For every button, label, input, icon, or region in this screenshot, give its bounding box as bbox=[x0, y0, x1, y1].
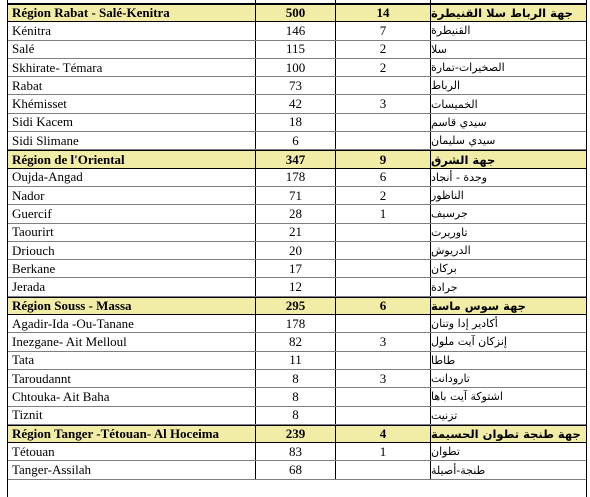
province-name: Skhirate- Témara bbox=[8, 59, 256, 76]
province-name-arabic: اشتوكة آيت باها bbox=[431, 390, 503, 404]
province-name-arabic: طنجة-أصيلة bbox=[431, 463, 486, 477]
region-name-arabic: جهة الشرق bbox=[431, 152, 496, 167]
province-total: 8 bbox=[256, 388, 336, 405]
region-total: 500 bbox=[256, 5, 336, 21]
table-row bbox=[8, 315, 586, 333]
region-count: 14 bbox=[336, 5, 431, 21]
province-name-arabic: جرادة bbox=[431, 280, 458, 294]
province-count: 6 bbox=[336, 169, 431, 186]
province-total: 17 bbox=[256, 260, 336, 277]
region-name-arabic: جهة سوس ماسة bbox=[431, 298, 526, 313]
province-total: 82 bbox=[256, 333, 336, 350]
province-name: Salé bbox=[8, 41, 256, 58]
region-name: Région de l'Oriental bbox=[8, 151, 256, 167]
table-row bbox=[8, 224, 586, 242]
province-count: 3 bbox=[336, 95, 431, 112]
table-row bbox=[8, 95, 586, 113]
province-name-arabic: الدريوش bbox=[431, 244, 471, 257]
province-name: Agadir-Ida -Ou-Tanane bbox=[8, 315, 256, 332]
province-total: 6 bbox=[256, 132, 336, 149]
province-count bbox=[336, 242, 431, 259]
province-name-arabic: بركان bbox=[431, 262, 457, 276]
province-total: 12 bbox=[256, 278, 336, 295]
province-count bbox=[336, 224, 431, 241]
province-total: 42 bbox=[256, 95, 336, 112]
table-row bbox=[8, 132, 586, 150]
province-count bbox=[336, 278, 431, 295]
region-total: 239 bbox=[256, 426, 336, 442]
region-header-row bbox=[8, 4, 586, 22]
province-total: 178 bbox=[256, 315, 336, 332]
province-count: 2 bbox=[336, 59, 431, 76]
province-name: Berkane bbox=[8, 260, 256, 277]
province-name: Taroudannt bbox=[8, 370, 256, 387]
province-count bbox=[336, 132, 431, 149]
table-row bbox=[8, 187, 586, 205]
region-name: Région Rabat - Salé-Kenitra bbox=[8, 5, 256, 21]
province-name-arabic: الصخيرات-تمارة bbox=[431, 61, 505, 75]
province-name: Tanger-Assilah bbox=[8, 461, 256, 478]
table-body bbox=[8, 4, 586, 480]
table-row bbox=[8, 77, 586, 95]
table-row bbox=[8, 278, 586, 296]
province-count: 3 bbox=[336, 333, 431, 350]
province-count: 1 bbox=[336, 443, 431, 460]
table-row bbox=[8, 59, 586, 77]
table-row bbox=[8, 443, 586, 461]
province-count: 1 bbox=[336, 205, 431, 222]
region-count: 4 bbox=[336, 426, 431, 442]
province-count bbox=[336, 407, 431, 424]
region-count: 6 bbox=[336, 298, 431, 314]
province-count: 2 bbox=[336, 41, 431, 58]
province-name: Nador bbox=[8, 187, 256, 204]
table-row bbox=[8, 260, 586, 278]
region-name: Région Tanger -Tétouan- Al Hoceima bbox=[8, 426, 256, 442]
province-name-arabic: سيدي سليمان bbox=[431, 134, 496, 148]
province-name-arabic: القنيطرة bbox=[431, 24, 471, 38]
province-name-arabic: تارودانت bbox=[431, 372, 470, 386]
region-name: Région Souss - Massa bbox=[8, 298, 256, 314]
region-header-row bbox=[8, 150, 586, 168]
province-name-arabic: تطوان bbox=[431, 445, 460, 459]
province-name: Tiznit bbox=[8, 407, 256, 424]
region-count: 9 bbox=[336, 151, 431, 167]
province-count bbox=[336, 77, 431, 94]
province-total: 83 bbox=[256, 443, 336, 460]
province-count: 3 bbox=[336, 370, 431, 387]
province-count bbox=[336, 388, 431, 405]
province-name: Taourirt bbox=[8, 224, 256, 241]
province-total: 21 bbox=[256, 224, 336, 241]
province-name-arabic: إنزكان آيت ملول bbox=[431, 335, 507, 349]
province-name-arabic: سيدي قاسم bbox=[431, 115, 487, 129]
table-row bbox=[8, 352, 586, 370]
province-total: 28 bbox=[256, 205, 336, 222]
table-row bbox=[8, 41, 586, 59]
region-header-row bbox=[8, 425, 586, 443]
region-header-row bbox=[8, 297, 586, 315]
province-total: 146 bbox=[256, 22, 336, 39]
province-name-arabic: جرسيف bbox=[431, 207, 468, 221]
province-total: 100 bbox=[256, 59, 336, 76]
province-total: 11 bbox=[256, 352, 336, 369]
province-name: Jerada bbox=[8, 278, 256, 295]
province-name: Chtouka- Ait Baha bbox=[8, 388, 256, 405]
province-name-arabic: الناظور bbox=[431, 189, 464, 203]
table-row bbox=[8, 114, 586, 132]
province-name-arabic: أكادير إدا وتنان bbox=[431, 317, 498, 331]
province-name: Driouch bbox=[8, 242, 256, 259]
province-name-arabic: طاطا bbox=[431, 353, 456, 367]
region-name-arabic: جهة طنجة تطوان الحسيمة bbox=[431, 426, 581, 441]
province-total: 115 bbox=[256, 41, 336, 58]
province-name-arabic: سلا bbox=[431, 42, 447, 56]
province-name: Oujda-Angad bbox=[8, 169, 256, 186]
table-row bbox=[8, 407, 586, 425]
province-count: 7 bbox=[336, 22, 431, 39]
province-name: Sidi Slimane bbox=[8, 132, 256, 149]
table-row bbox=[8, 461, 586, 479]
region-table bbox=[7, 0, 587, 497]
table-row bbox=[8, 22, 586, 40]
table-row bbox=[8, 205, 586, 223]
table-row bbox=[8, 388, 586, 406]
province-count bbox=[336, 352, 431, 369]
table-row bbox=[8, 370, 586, 388]
province-count bbox=[336, 315, 431, 332]
province-name: Kénitra bbox=[8, 22, 256, 39]
province-total: 20 bbox=[256, 242, 336, 259]
province-name: Inezgane- Ait Melloul bbox=[8, 333, 256, 350]
province-count bbox=[336, 461, 431, 478]
province-name: Rabat bbox=[8, 77, 256, 94]
province-name-arabic: الرباط bbox=[431, 79, 461, 93]
province-name-arabic: تزنيت bbox=[431, 408, 458, 422]
province-name-arabic: الخميسات bbox=[431, 97, 478, 111]
province-total: 8 bbox=[256, 407, 336, 424]
province-total: 8 bbox=[256, 370, 336, 387]
province-count bbox=[336, 114, 431, 131]
table-row bbox=[8, 333, 586, 351]
province-name: Tata bbox=[8, 352, 256, 369]
table-row bbox=[8, 169, 586, 187]
province-name: Guercif bbox=[8, 205, 256, 222]
province-total: 71 bbox=[256, 187, 336, 204]
region-name-arabic: جهة الرباط سلا القنيطرة bbox=[431, 6, 573, 21]
province-count bbox=[336, 260, 431, 277]
province-count: 2 bbox=[336, 187, 431, 204]
province-total: 73 bbox=[256, 77, 336, 94]
region-total: 295 bbox=[256, 298, 336, 314]
province-name: Sidi Kacem bbox=[8, 114, 256, 131]
region-total: 347 bbox=[256, 151, 336, 167]
province-name-arabic: تاوريرت bbox=[431, 225, 468, 239]
province-total: 18 bbox=[256, 114, 336, 131]
province-name-arabic: وجدة - أنجاد bbox=[431, 170, 488, 184]
province-name: Khémisset bbox=[8, 95, 256, 112]
province-name: Tétouan bbox=[8, 443, 256, 460]
province-total: 68 bbox=[256, 461, 336, 478]
province-total: 178 bbox=[256, 169, 336, 186]
table-row bbox=[8, 242, 586, 260]
